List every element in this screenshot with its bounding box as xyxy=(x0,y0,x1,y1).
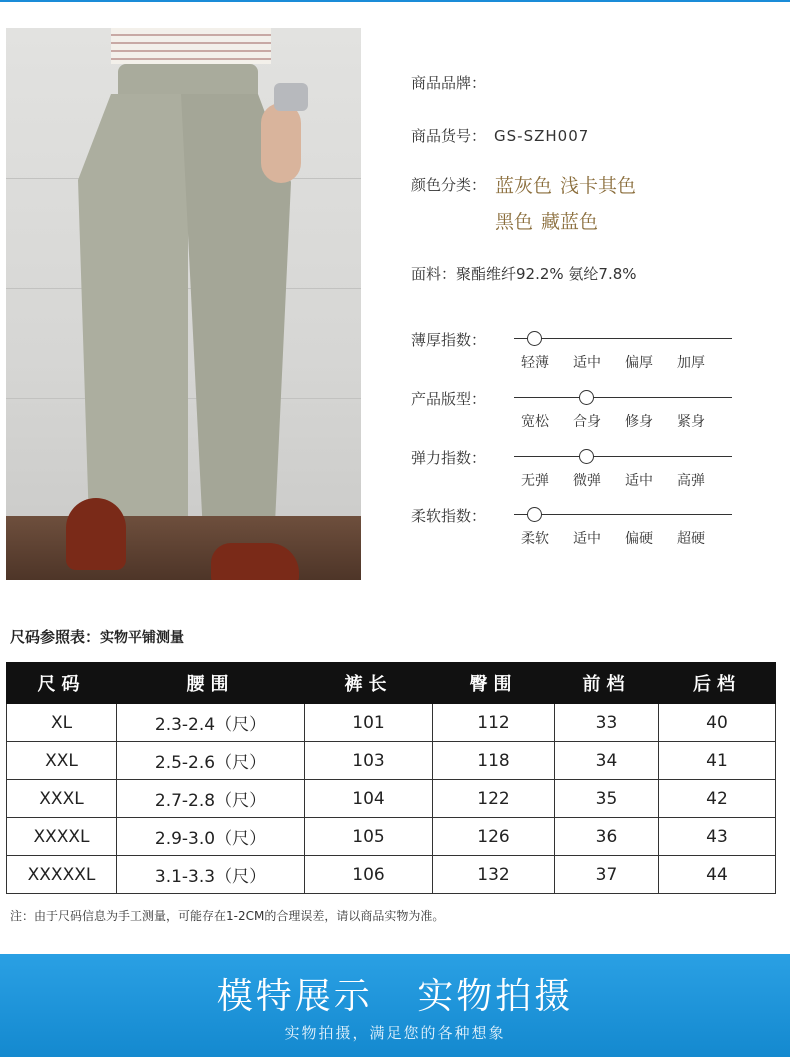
scale-option: 超硬 xyxy=(677,531,705,547)
wood-floor xyxy=(6,516,361,580)
elastic-waistband xyxy=(118,64,258,98)
scale-track xyxy=(514,397,732,398)
banner-subtitle: 实物拍摄，满足您的各种想象 xyxy=(284,1024,506,1042)
scale-label: 薄厚指数： xyxy=(411,331,487,349)
size-chart-table xyxy=(6,662,776,894)
fit-scale xyxy=(411,388,751,432)
table-cell: 41 xyxy=(659,742,776,780)
table-cell: 2.9-3.0（尺） xyxy=(117,818,305,856)
sku-label: 商品货号： xyxy=(411,127,487,145)
table-cell: 42 xyxy=(659,780,776,818)
table-row xyxy=(7,780,776,818)
size-chart-subtitle: 实物平铺测量 xyxy=(100,630,185,646)
hand xyxy=(261,103,301,183)
size-chart-title xyxy=(10,626,184,647)
softness-scale xyxy=(411,505,751,549)
table-cell: XL xyxy=(7,704,117,742)
scale-option: 紧身 xyxy=(677,414,705,430)
table-cell: 2.7-2.8（尺） xyxy=(117,780,305,818)
scale-option: 柔软 xyxy=(521,531,549,547)
table-cell: 101 xyxy=(305,704,433,742)
color-option: 藏蓝色 xyxy=(541,211,599,233)
left-shoe xyxy=(66,498,126,570)
scale-track xyxy=(514,456,732,457)
sku-row xyxy=(411,125,589,146)
table-cell: 2.5-2.6（尺） xyxy=(117,742,305,780)
fabric-row: 面料：聚酯维纤92.2% 氨纶7.8% xyxy=(411,265,637,283)
scale-option: 偏硬 xyxy=(625,531,653,547)
scale-knob xyxy=(579,449,594,464)
table-cell: 105 xyxy=(305,818,433,856)
table-cell: 3.1-3.3（尺） xyxy=(117,856,305,894)
scale-option: 无弹 xyxy=(521,473,549,489)
scale-option: 微弹 xyxy=(573,473,601,489)
table-cell: 34 xyxy=(555,742,659,780)
table-cell: XXXL xyxy=(7,780,117,818)
color-option: 黑色 xyxy=(495,211,534,233)
right-shoe xyxy=(211,543,299,580)
scale-option: 加厚 xyxy=(677,355,705,371)
scale-option: 适中 xyxy=(573,531,601,547)
table-cell: 36 xyxy=(555,818,659,856)
scale-option: 宽松 xyxy=(521,414,549,430)
table-cell: 43 xyxy=(659,818,776,856)
brand-label: 商品品牌： xyxy=(411,74,487,92)
scale-option: 高弹 xyxy=(677,473,705,489)
color-label: 颜色分类： xyxy=(411,176,487,194)
table-row xyxy=(7,742,776,780)
table-cell: 35 xyxy=(555,780,659,818)
column-header: 臀围 xyxy=(433,663,555,704)
scale-track xyxy=(514,514,732,515)
column-header: 腰围 xyxy=(117,663,305,704)
table-row xyxy=(7,818,776,856)
column-header: 后档 xyxy=(659,663,776,704)
table-cell: 126 xyxy=(433,818,555,856)
sku-value: GS-SZH007 xyxy=(494,127,590,145)
scale-label: 弹力指数： xyxy=(411,449,487,467)
table-cell: 106 xyxy=(305,856,433,894)
scale-label: 柔软指数： xyxy=(411,507,487,525)
scale-knob xyxy=(527,507,542,522)
measurement-note: 注：由于尺码信息为手工测量，可能存在1-2CM的合理误差，请以商品实物为准。 xyxy=(10,909,445,923)
table-cell: XXXXXL xyxy=(7,856,117,894)
table-row xyxy=(7,704,776,742)
scale-knob xyxy=(527,331,542,346)
scale-option: 合身 xyxy=(573,414,601,430)
scale-knob xyxy=(579,390,594,405)
brand-row xyxy=(411,72,494,93)
color-options xyxy=(495,168,644,240)
scale-option: 修身 xyxy=(625,414,653,430)
left-trouser-leg xyxy=(78,94,188,524)
color-option: 浅卡其色 xyxy=(560,175,637,197)
table-cell: 118 xyxy=(433,742,555,780)
elasticity-scale xyxy=(411,447,751,491)
scale-option: 适中 xyxy=(573,355,601,371)
table-cell: 44 xyxy=(659,856,776,894)
striped-shirt xyxy=(111,28,271,64)
top-divider xyxy=(0,0,790,6)
table-cell: 112 xyxy=(433,704,555,742)
column-header: 尺码 xyxy=(7,663,117,704)
column-header: 裤长 xyxy=(305,663,433,704)
wristwatch xyxy=(274,83,308,111)
table-cell: 103 xyxy=(305,742,433,780)
model-banner xyxy=(0,954,790,1057)
table-cell: XXXXL xyxy=(7,818,117,856)
scale-option: 适中 xyxy=(625,473,653,489)
table-row xyxy=(7,856,776,894)
table-cell: 104 xyxy=(305,780,433,818)
table-cell: 37 xyxy=(555,856,659,894)
scale-label: 产品版型： xyxy=(411,390,487,408)
table-cell: 33 xyxy=(555,704,659,742)
scale-option: 偏厚 xyxy=(625,355,653,371)
table-cell: XXL xyxy=(7,742,117,780)
scale-option: 轻薄 xyxy=(521,355,549,371)
thickness-scale xyxy=(411,329,751,373)
table-cell: 132 xyxy=(433,856,555,894)
banner-title: 模特展示 实物拍摄 xyxy=(216,976,574,1017)
scale-track xyxy=(514,338,732,339)
table-cell: 2.3-2.4（尺） xyxy=(117,704,305,742)
size-chart-heading: 尺码参照表： xyxy=(10,628,101,646)
table-cell: 40 xyxy=(659,704,776,742)
table-cell: 122 xyxy=(433,780,555,818)
column-header: 前档 xyxy=(555,663,659,704)
product-photo xyxy=(6,28,361,580)
color-option: 蓝灰色 xyxy=(495,175,553,197)
table-header-row xyxy=(7,663,776,704)
